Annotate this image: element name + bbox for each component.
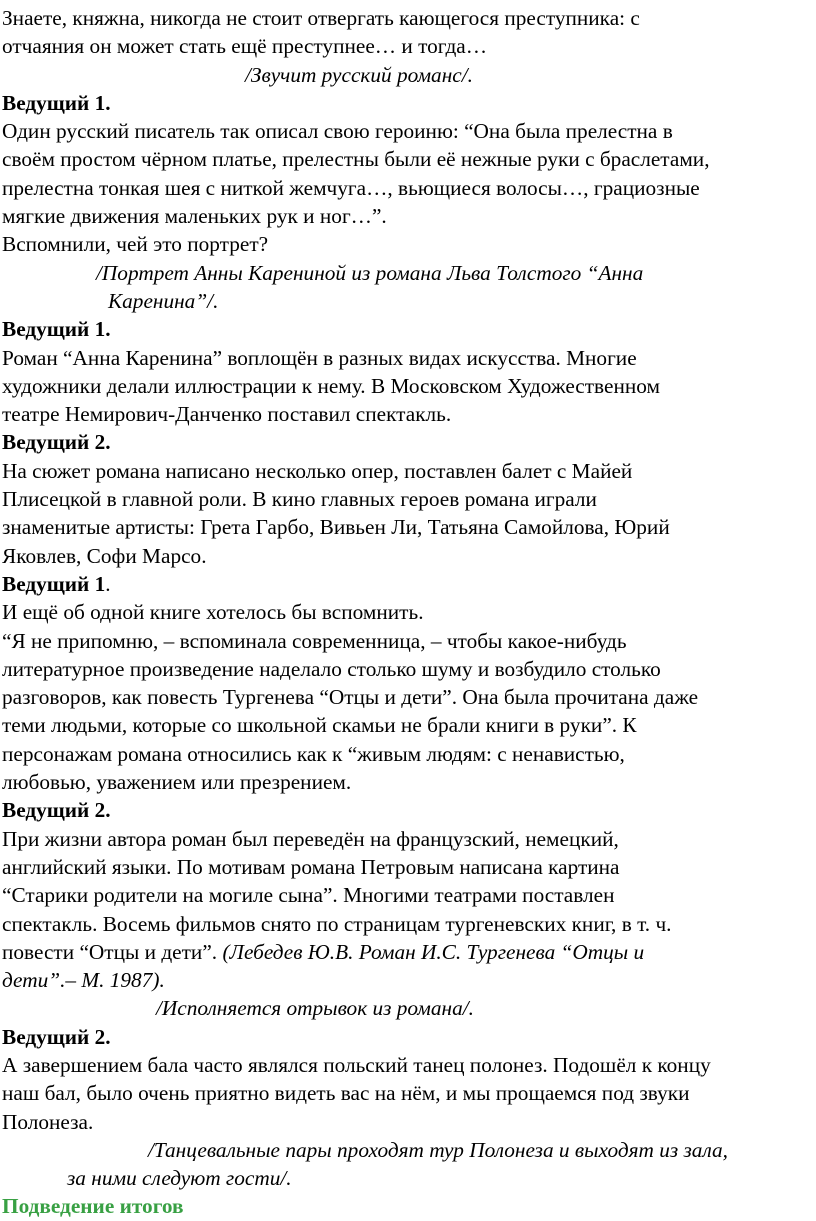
speaker-line [2,570,814,598]
text-line: знаменитые артисты: Грета Гарбо, Вивьен Ли, Татьяна Самойлова, Юрий [2,515,670,540]
text-line: Полонеза. [2,1109,94,1134]
text-line: разговоров, как повесть Тургенева “Отцы и дети”. Она была прочитана даже [2,685,699,710]
text-line: /Исполняется отрывок из романа/. [156,996,474,1021]
document-page [2,4,814,1221]
text-line: “Старики родители на могиле сына”. Многими театрами поставлен [2,883,615,908]
speaker-label: Ведущий 1. [2,317,111,342]
text-line: спектакль. Восемь фильмов снято по страницам тургеневских книг, в т. ч. [2,911,672,936]
text-line: /Танцевальные пары проходят тур Полонеза и выходят из зала, [148,1137,728,1162]
text-fragment: повести “Отцы и дети”. [2,939,223,964]
speaker-suffix: . [105,571,111,596]
stage-direction [2,259,814,316]
text-line: “Я не припомню, – вспоминала современница, – чтобы какое-нибудь [2,628,627,653]
text-line: своём простом чёрном платье, прелестны были её нежные руки с браслетами, [2,147,710,172]
text-line: /Портрет Анны Карениной из романа Льва Толстого “Анна [96,260,644,285]
text-line: мягкие движения маленьких рук и ног…”. [2,204,387,229]
text-line: художники делали иллюстрации к нему. В Московском Художественном [2,373,660,398]
speaker-label: Ведущий 2. [2,430,111,455]
text-line: любовью, уважением или презрением. [2,770,352,795]
text-line: английский языки. По мотивам романа Петровым написана картина [2,854,620,879]
text-line: При жизни автора роман был переведён на французский, немецкий, [2,826,619,851]
text-line: за ними следуют гости/. [67,1166,292,1191]
speaker-block-5 [2,796,814,994]
text-line: театре Немирович-Данченко поставил спектакль. [2,402,452,427]
speaker-label: Ведущий 2. [2,798,111,823]
citation: дети”.– М. 1987). [2,968,165,993]
text-line: /Звучит русский романс/. [245,62,473,87]
text-line: отчаяния он может стать ещё преступнее… и тогда… [2,34,488,59]
speaker-label: Ведущий 2. [2,1024,111,1049]
text-line: Знаете, княжна, никогда не стоит отвергать кающегося преступника: с [2,6,640,30]
text-line: теми людьми, которые со школьной скамьи не брали книги в руки”. К [2,713,637,738]
text-line: прелестна тонкая шея с ниткой жемчуга…, вьющиеся волосы…, грациозные [2,175,700,200]
stage-direction [2,994,814,1022]
text-line: Один русский писатель так описал свою героиню: “Она была прелестна в [2,119,673,144]
stage-direction [2,1136,814,1193]
speaker-block-2 [2,315,814,428]
speaker-block-1 [2,89,814,259]
summary-section [2,1192,814,1220]
text-line: литературное произведение наделало столько шуму и возбудило столько [2,656,661,681]
speaker-label: Ведущий 1. [2,90,111,115]
intro-paragraph [2,4,814,61]
text-line: Роман “Анна Каренина” воплощён в разных видах искусства. Многие [2,345,637,370]
text-line: На сюжет романа написано несколько опер, поставлен балет с Майей [2,458,633,483]
text-line [2,938,814,966]
speaker-block-3 [2,428,814,569]
summary-heading: Подведение итогов [2,1194,184,1219]
speaker-label: Ведущий 1 [2,571,106,596]
text-line: Плисецкой в главной роли. В кино главных героев романа играли [2,487,597,512]
text-line: Каренина”/. [108,288,219,313]
citation: (Лебедев Ю.В. Роман И.С. Тургенева “Отцы и [222,939,645,964]
speaker-block-6 [2,1023,814,1136]
text-line: А завершением бала часто являлся польский танец полонез. Подошёл к концу [2,1052,711,1077]
text-line: Яковлев, Софи Марсо. [2,543,207,568]
speaker-block-4 [2,570,814,796]
text-line: Вспомнили, чей это портрет? [2,232,269,257]
text-line: И ещё об одной книге хотелось бы вспомнить. [2,600,424,625]
text-line: наш бал, было очень приятно видеть вас на нём, и мы прощаемся под звуки [2,1081,690,1106]
stage-direction [2,61,814,89]
text-line: персонажам романа относились как к “живым людям: с ненавистью, [2,741,625,766]
